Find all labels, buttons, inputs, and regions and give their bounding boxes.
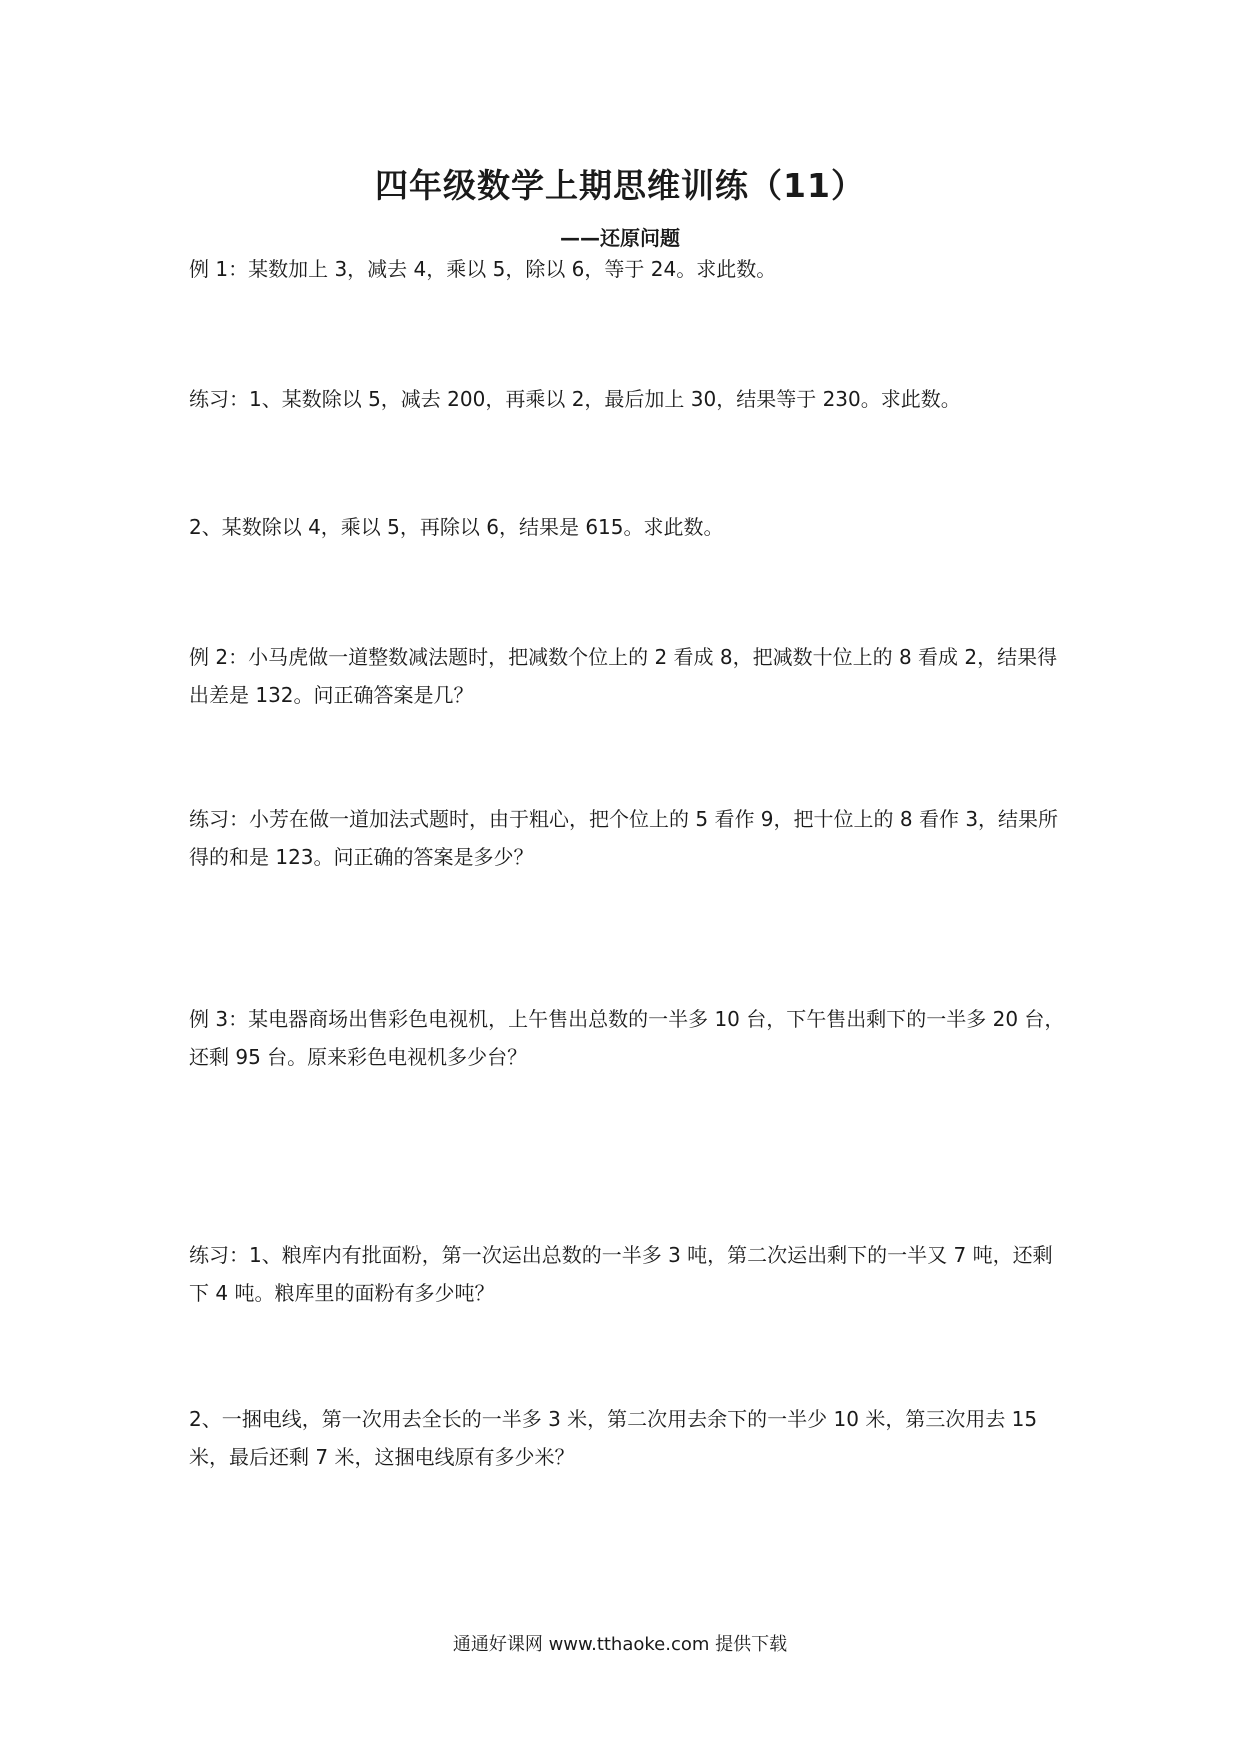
practice-2: 练习：小芳在做一道加法式题时，由于粗心，把个位上的 5 看作 9，把十位上的 8 看作 3，结果所得的和是 123。问正确的答案是多少？ xyxy=(189,807,1059,869)
practice-1-1: 练习：1、某数除以 5，减去 200，再乘以 2，最后加上 30，结果等于 230。求此数。 xyxy=(189,387,961,411)
example-2: 例 2：小马虎做一道整数减法题时，把减数个位上的 2 看成 8，把减数十位上的 8 看成 2，结果得出差是 132。问正确答案是几？ xyxy=(189,645,1058,707)
practice-1-2: 2、某数除以 4，乘以 5，再除以 6，结果是 615。求此数。 xyxy=(189,515,724,539)
practice-3-1: 练习：1、粮库内有批面粉，第一次运出总数的一半多 3 吨，第二次运出剩下的一半又 7 吨，还剩下 4 吨。粮库里的面粉有多少吨？ xyxy=(189,1243,1053,1305)
example-3: 例 3：某电器商场出售彩色电视机，上午售出总数的一半多 10 台，下午售出剩下的一半多 20 台，还剩 95 台。原来彩色电视机多少台？ xyxy=(189,1007,1065,1069)
practice-3-2: 2、一捆电线，第一次用去全长的一半多 3 米，第二次用去余下的一半少 10 米，第三次用去 15 米，最后还剩 7 米，这捆电线原有多少米？ xyxy=(189,1407,1038,1469)
page-subtitle: ——还原问题 xyxy=(560,226,680,250)
footer-credit: 通通好课网 www.tthaoke.com 提供下载 xyxy=(452,1634,788,1655)
page-title: 四年级数学上期思维训练（11） xyxy=(375,166,865,205)
example-1: 例 1：某数加上 3，减去 4，乘以 5，除以 6，等于 24。求此数。 xyxy=(189,257,777,281)
